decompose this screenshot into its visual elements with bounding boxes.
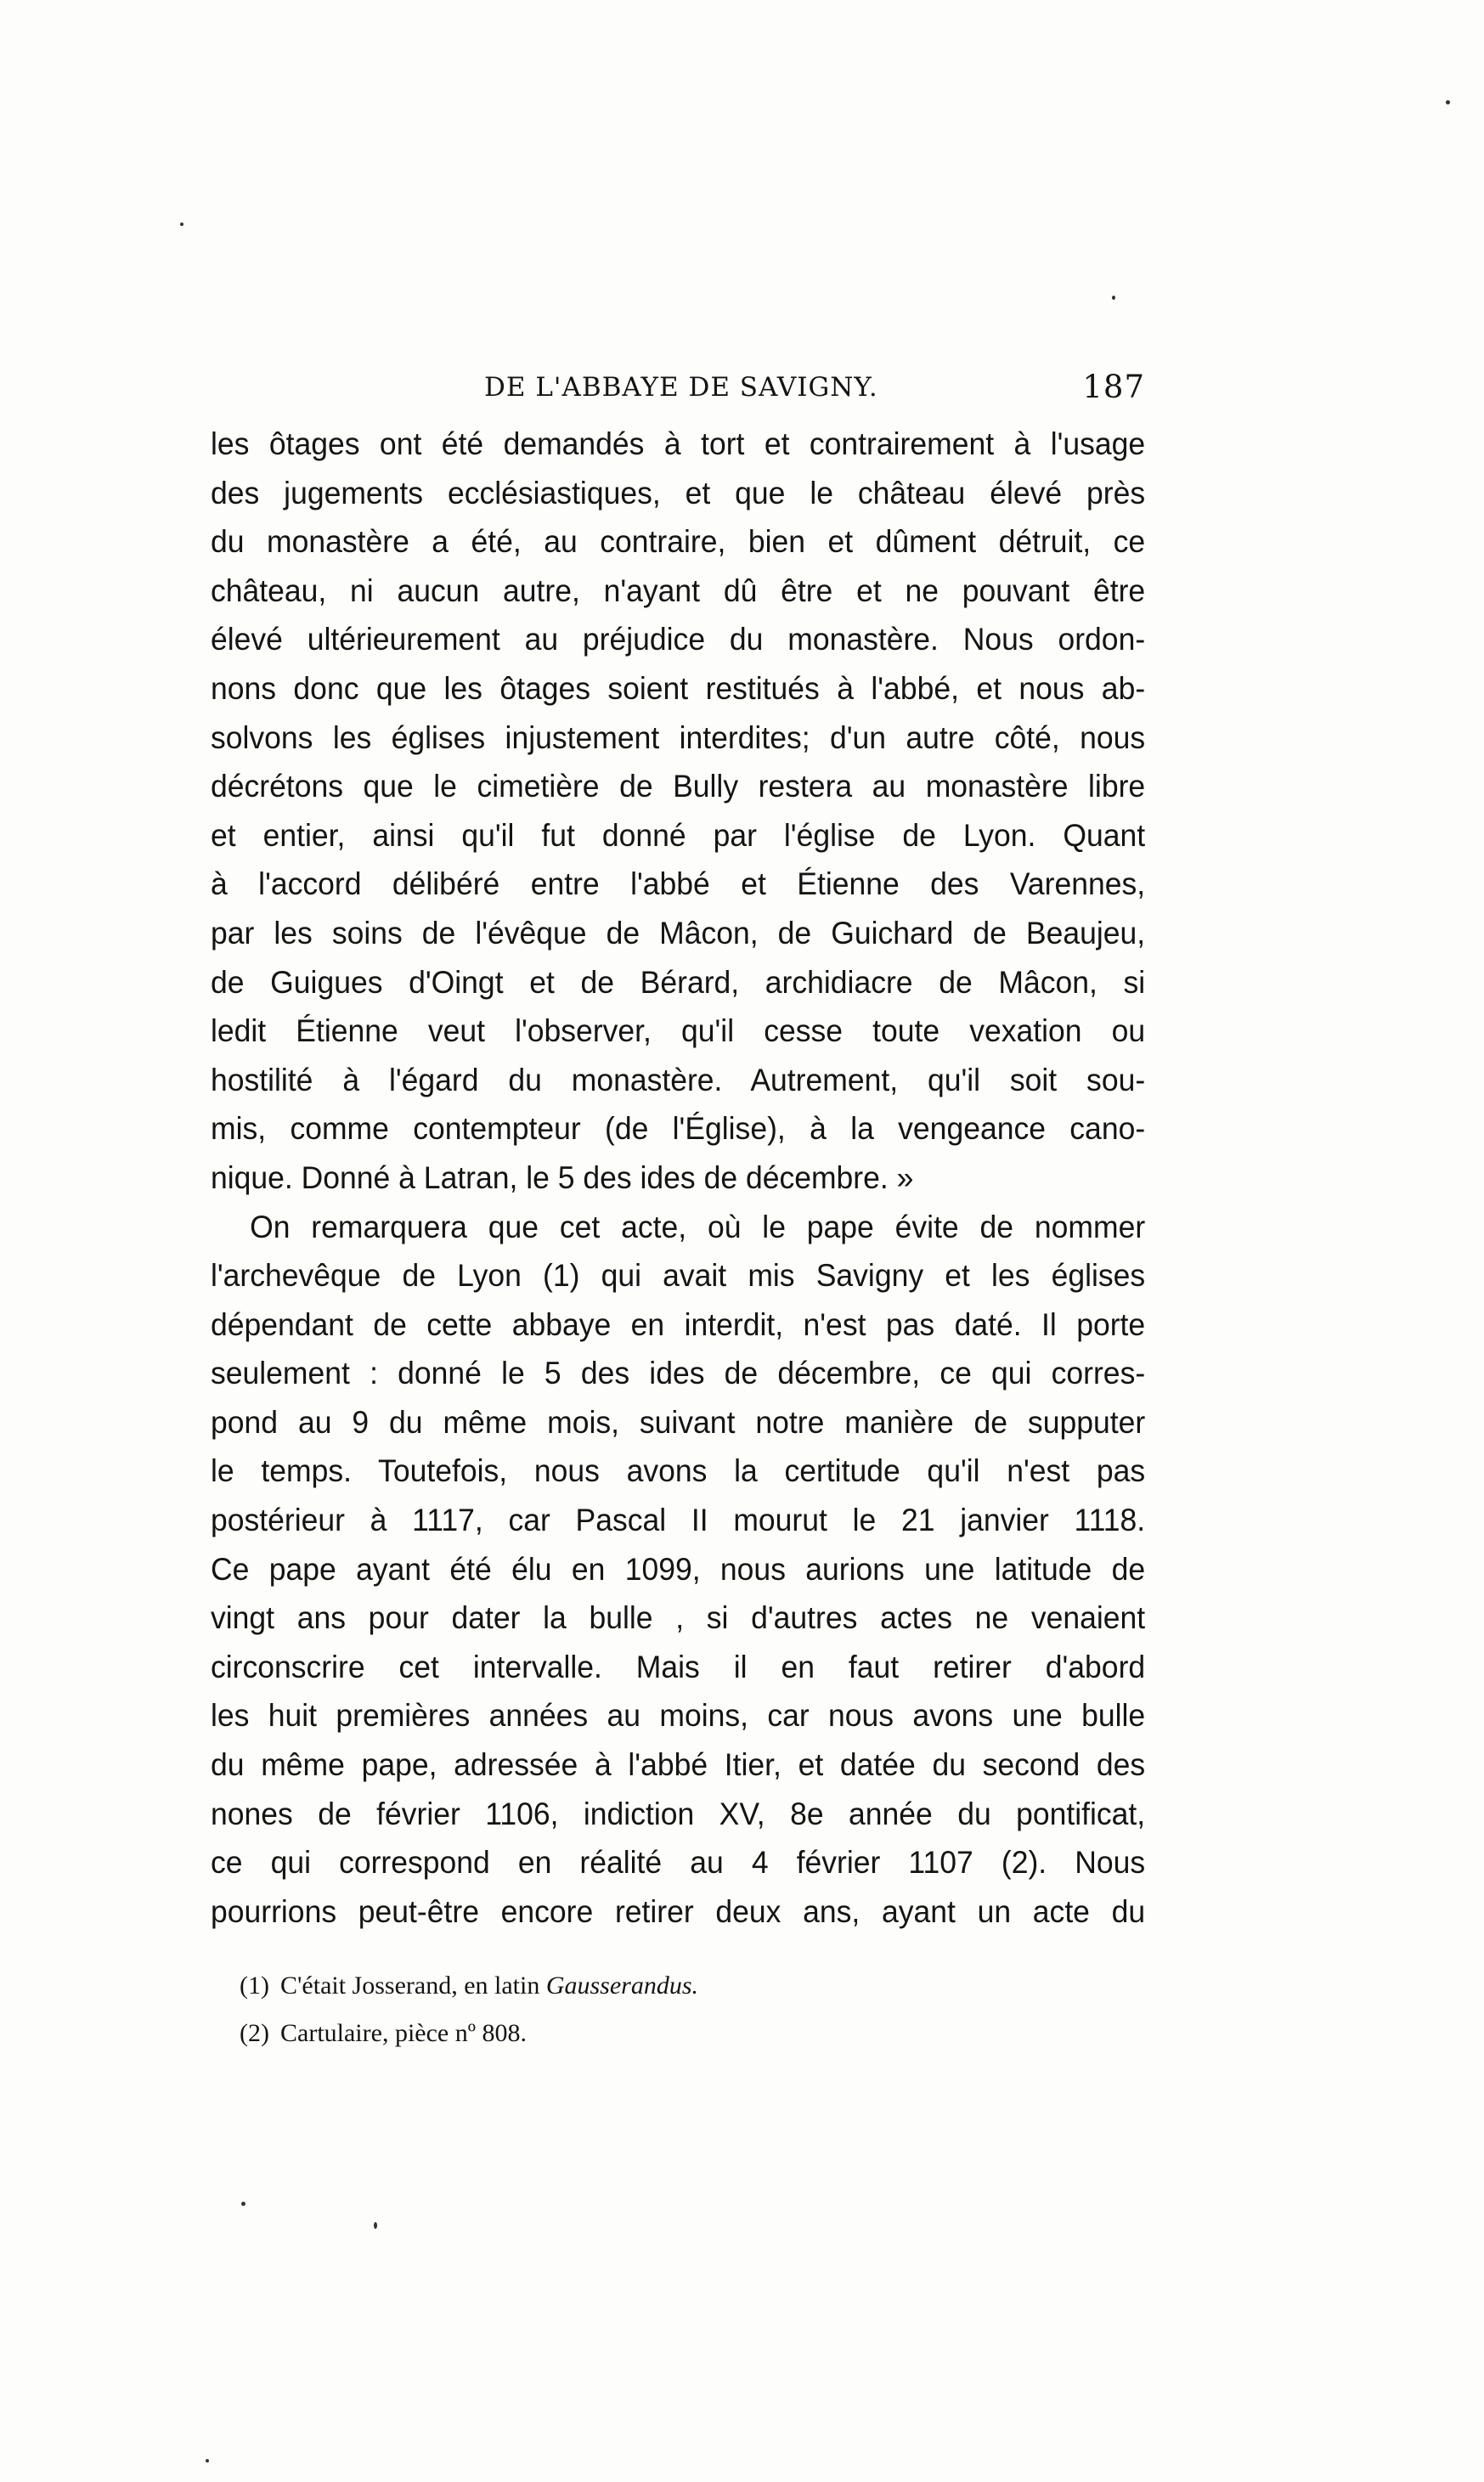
page-number: 187 [1082,369,1145,405]
text-line: dépendant de cette abbaye en interdit, n'est pas daté. Il porte [211,1306,1146,1342]
text-line: seulement : donné le 5 des ides de décembre, ce qui corres- [211,1356,1146,1391]
footnote-mark: (2) [240,2019,269,2047]
scan-speck [1112,296,1115,300]
text-line: à l'accord délibéré entre l'abbé et Étienne des Varennes, [211,866,1146,902]
text-line: ledit Étienne veut l'observer, qu'il cesse toute vexation ou [211,1013,1146,1049]
text-line: ce qui correspond en réalité au 4 février 1107 (2). Nous [211,1845,1146,1881]
text-line: l'archevêque de Lyon (1) qui avait mis Savigny et les églises [211,1258,1146,1294]
footnote-1 [240,1962,1089,2010]
text-line: nons donc que les ôtages soient restitués à l'abbé, et nous ab- [211,670,1146,706]
footnote-italic-text: Gausserandus. [545,1971,699,2000]
text-line: nones de février 1106, indiction XV, 8e année du pontificat, [211,1796,1146,1831]
scan-speck [374,2222,377,2229]
text-line: les huit premières années au moins, car nous avons une bulle [211,1698,1146,1734]
text-line: du monastère a été, au contraire, bien et dûment détruit, ce [211,524,1146,560]
running-title: DE L'ABBAYE DE SAVIGNY. [484,372,878,403]
text-line: le temps. Toutefois, nous avons la certitude qu'il n'est pas [211,1453,1146,1489]
text-line: de Guigues d'Oingt et de Bérard, archidiacre de Mâcon, si [211,964,1146,1000]
text-line: Ce pape ayant été élu en 1099, nous aurions une latitude de [211,1551,1146,1587]
text-line: postérieur à 1117, car Pascal II mourut le 21 janvier 1118. [211,1503,1146,1538]
text-line: du même pape, adressée à l'abbé Itier, et datée du second des [211,1747,1146,1783]
footnotes [240,1962,1089,2057]
scan-speck [241,2202,245,2206]
scan-speck [206,2459,209,2462]
text-line: hostilité à l'égard du monastère. Autrement, qu'il soit sou- [211,1062,1146,1097]
text-line: élevé ultérieurement au préjudice du monastère. Nous ordon- [211,622,1146,657]
text-line: décrétons que le cimetière de Bully restera au monastère libre [211,769,1146,804]
scan-speck [180,223,183,226]
scan-speck [1446,100,1450,104]
text-line: On remarquera que cet acte, où le pape évite de nommer [250,1209,1146,1244]
body-text [211,420,1145,1936]
text-line: pourrions peut-être encore retirer deux ans, ayant un acte du [211,1893,1146,1929]
text-line: vingt ans pour dater la bulle , si d'autres actes ne venaient [211,1600,1146,1636]
text-line: et entier, ainsi qu'il fut donné par l'église de Lyon. Quant [211,817,1146,853]
running-header [211,364,1145,415]
footnote-2 [240,2010,1089,2057]
footnote-text: C'était Josserand, en latin [280,1971,546,2000]
text-line: pond au 9 du même mois, suivant notre manière de supputer [211,1404,1146,1440]
text-line: des jugements ecclésiastiques, et que le château élevé près [211,475,1146,511]
text-line: solvons les églises injustement interdites; d'un autre côté, nous [211,719,1146,755]
text-line: mis, comme contempteur (de l'Église), à la vengeance cano- [211,1111,1146,1147]
text-line: par les soins de l'évêque de Mâcon, de Guichard de Beaujeu, [211,915,1146,950]
footnote-text: Cartulaire, pièce nº 808. [280,2019,528,2047]
footnote-mark: (1) [240,1971,269,2000]
text-line: les ôtages ont été demandés à tort et contrairement à l'usage [211,426,1146,461]
text-line: château, ni aucun autre, n'ayant dû être et ne pouvant être [211,573,1146,608]
text-line: nique. Donné à Latran, le 5 des ides de décembre. » [211,1159,914,1195]
text-line: circonscrire cet intervalle. Mais il en faut retirer d'abord [211,1649,1146,1684]
